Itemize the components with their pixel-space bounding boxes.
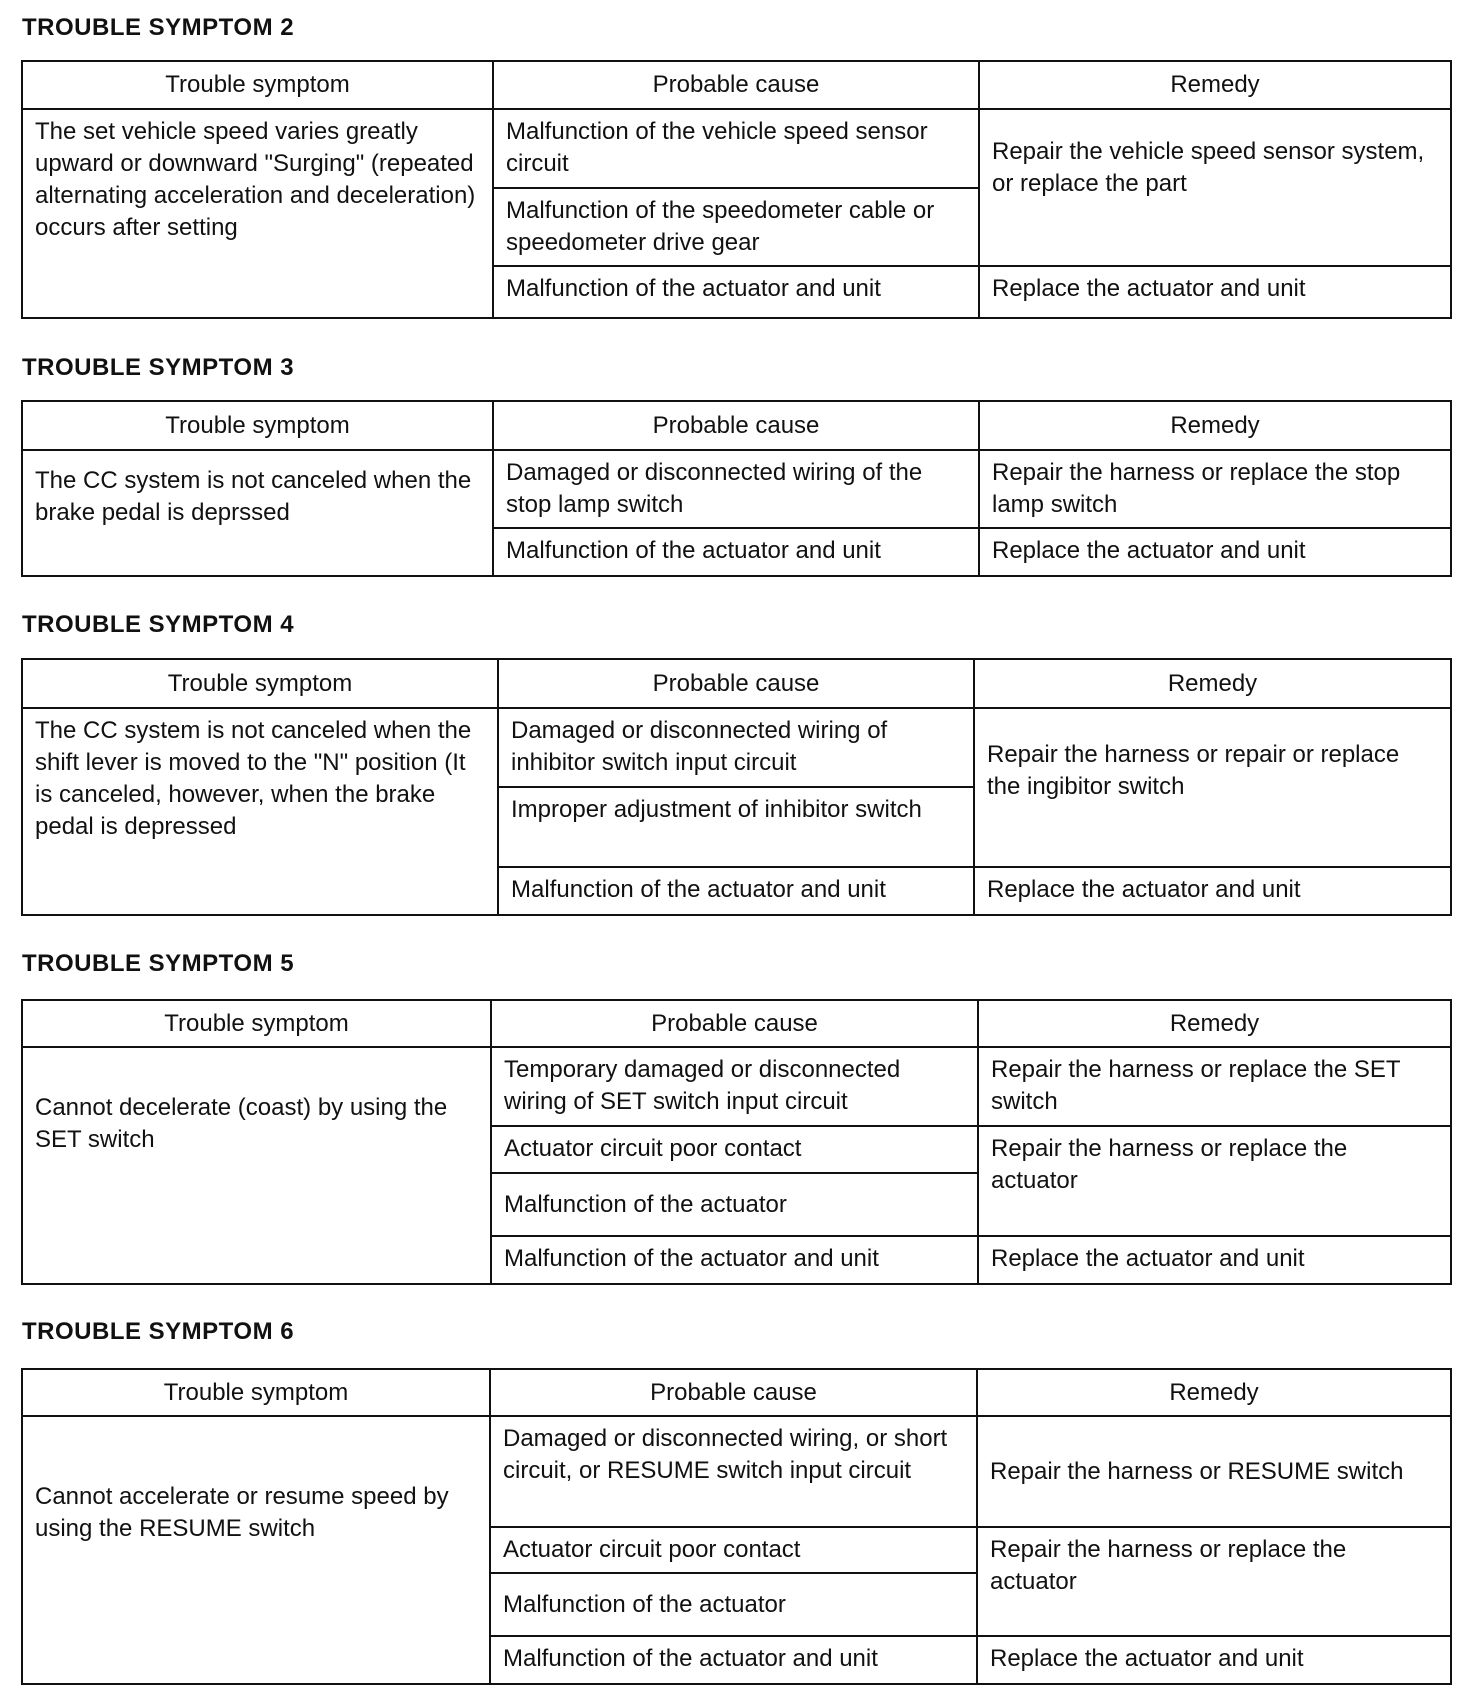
header-remedy: Remedy <box>979 401 1451 450</box>
cause-cell: Malfunction of the actuator and unit <box>498 867 974 915</box>
section-title: TROUBLE SYMPTOM 4 <box>22 611 295 638</box>
symptom-cell: Cannot accelerate or resume speed by using the RESUME switch <box>22 1416 490 1684</box>
cause-cell: Temporary damaged or disconnected wiring of SET switch input circuit <box>491 1047 978 1126</box>
remedy-cell: Replace the actuator and unit <box>979 528 1451 576</box>
cause-cell: Actuator circuit poor contact <box>491 1126 978 1173</box>
trouble-table-2 <box>21 60 1452 319</box>
remedy-cell: Replace the actuator and unit <box>977 1636 1451 1684</box>
symptom-cell: The CC system is not canceled when the shift lever is moved to the "N" position (It is canceled, however, when the brake pedal is depressed <box>22 708 498 915</box>
symptom-cell: The set vehicle speed varies greatly upward or downward "Surging" (repeated alternating acceleration and deceleration) occurs after setting <box>22 109 493 318</box>
remedy-cell: Replace the actuator and unit <box>978 1236 1451 1284</box>
header-symptom: Trouble symptom <box>22 1369 490 1416</box>
header-remedy: Remedy <box>978 1000 1451 1047</box>
header-cause: Probable cause <box>493 61 979 109</box>
header-remedy: Remedy <box>979 61 1451 109</box>
remedy-cell: Repair the harness or repair or replace the ingibitor switch <box>974 708 1451 867</box>
cause-cell: Malfunction of the actuator and unit <box>493 266 979 318</box>
cause-cell: Damaged or disconnected wiring, or short circuit, or RESUME switch input circuit <box>490 1416 977 1527</box>
cause-cell: Actuator circuit poor contact <box>490 1527 977 1573</box>
cause-cell: Damaged or disconnected wiring of inhibitor switch input circuit <box>498 708 974 787</box>
cause-cell: Improper adjustment of inhibitor switch <box>498 787 974 867</box>
trouble-table-6 <box>21 1368 1452 1685</box>
header-symptom: Trouble symptom <box>22 401 493 450</box>
header-symptom: Trouble symptom <box>22 659 498 708</box>
cause-cell: Damaged or disconnected wiring of the stop lamp switch <box>493 450 979 528</box>
remedy-cell: Repair the harness or replace the actuator <box>978 1126 1451 1236</box>
remedy-cell: Repair the harness or replace the actuator <box>977 1527 1451 1636</box>
header-remedy: Remedy <box>977 1369 1451 1416</box>
remedy-cell: Repair the harness or replace the stop lamp switch <box>979 450 1451 528</box>
cause-cell: Malfunction of the actuator and unit <box>493 528 979 576</box>
cause-cell: Malfunction of the vehicle speed sensor circuit <box>493 109 979 188</box>
header-cause: Probable cause <box>493 401 979 450</box>
remedy-cell: Repair the harness or replace the SET switch <box>978 1047 1451 1126</box>
header-cause: Probable cause <box>491 1000 978 1047</box>
trouble-table-5 <box>21 999 1452 1285</box>
trouble-table-4 <box>21 658 1452 916</box>
trouble-table-3 <box>21 400 1452 577</box>
remedy-cell: Repair the vehicle speed sensor system, or replace the part <box>979 109 1451 266</box>
header-cause: Probable cause <box>490 1369 977 1416</box>
section-title: TROUBLE SYMPTOM 3 <box>22 354 295 381</box>
symptom-cell: The CC system is not canceled when the brake pedal is deprssed <box>22 450 493 576</box>
section-title: TROUBLE SYMPTOM 2 <box>22 14 295 41</box>
cause-cell: Malfunction of the actuator <box>491 1173 978 1236</box>
section-title: TROUBLE SYMPTOM 5 <box>22 950 295 977</box>
header-remedy: Remedy <box>974 659 1451 708</box>
cause-cell: Malfunction of the actuator and unit <box>490 1636 977 1684</box>
cause-cell: Malfunction of the actuator <box>490 1573 977 1636</box>
header-symptom: Trouble symptom <box>22 61 493 109</box>
remedy-cell: Replace the actuator and unit <box>979 266 1451 318</box>
cause-cell: Malfunction of the actuator and unit <box>491 1236 978 1284</box>
symptom-cell: Cannot decelerate (coast) by using the SET switch <box>22 1047 491 1284</box>
remedy-cell: Repair the harness or RESUME switch <box>977 1416 1451 1527</box>
header-cause: Probable cause <box>498 659 974 708</box>
section-title: TROUBLE SYMPTOM 6 <box>22 1318 295 1345</box>
remedy-cell: Replace the actuator and unit <box>974 867 1451 915</box>
header-symptom: Trouble symptom <box>22 1000 491 1047</box>
cause-cell: Malfunction of the speedometer cable or speedometer drive gear <box>493 188 979 266</box>
